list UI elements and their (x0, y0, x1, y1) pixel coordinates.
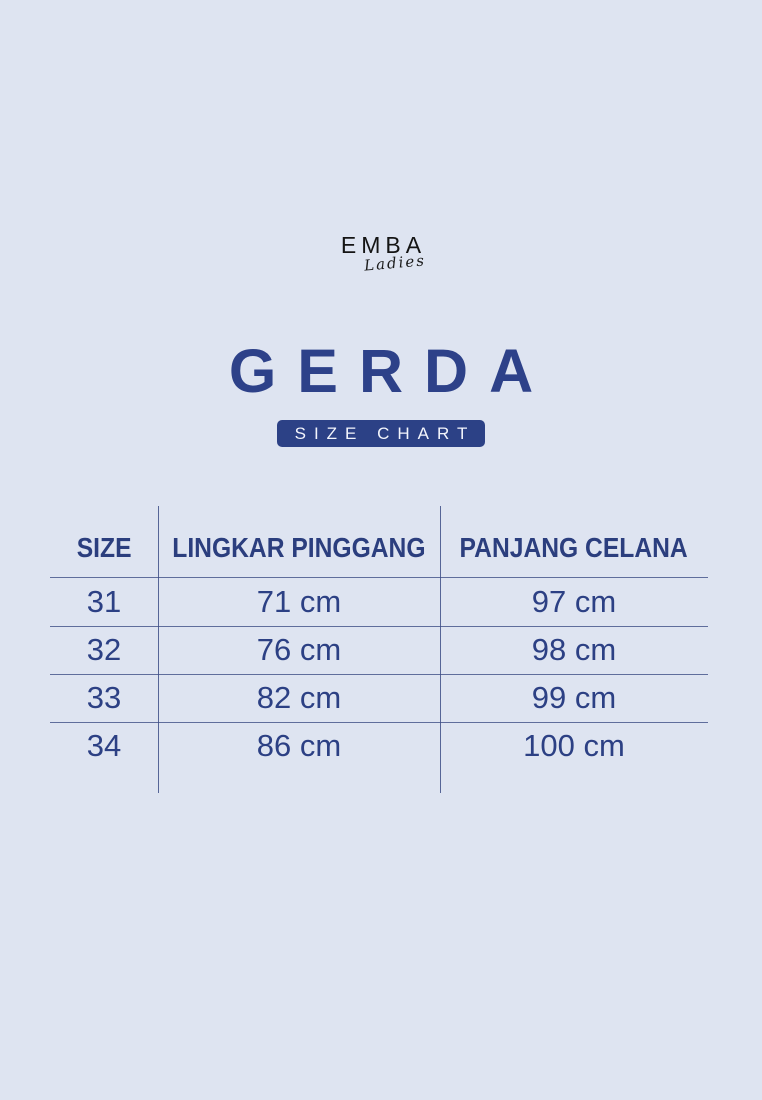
table-cell-waist-34: 86 cm (256, 728, 342, 763)
table-cell-length-31: 97 cm (531, 583, 617, 619)
table-cell-length-33: 99 cm (531, 680, 617, 715)
column-header-lingkar-pinggang-label: LINGKAR PINGGANG (172, 532, 426, 563)
table-cell-size-33: 33 (86, 680, 122, 715)
table-cell-size-32: 32 (86, 632, 122, 667)
table-cell-length-34: 100 cm (523, 728, 625, 763)
brand-name: EMBA (340, 232, 427, 258)
brand-logo (0, 232, 762, 275)
column-header-panjang-celana (440, 519, 708, 577)
table-cell-waist-32: 76 cm (256, 632, 342, 667)
table-cell-waist-33: 82 cm (256, 680, 342, 715)
column-header-size-label: SIZE (76, 532, 132, 563)
column-header-panjang-celana-label: PANJANG CELANA (459, 532, 689, 563)
column-header-size (50, 519, 158, 577)
size-chart-badge: SIZE CHART (277, 420, 486, 447)
column-header-lingkar-pinggang (158, 519, 440, 577)
table-cell-length-32: 98 cm (531, 632, 617, 667)
table-cell-size-31: 31 (86, 583, 122, 619)
brand-tagline-script: Ladies (363, 251, 427, 275)
size-chart-badge-wrap (0, 420, 762, 447)
size-chart-table (50, 503, 708, 793)
table-cell-waist-31: 71 cm (256, 583, 342, 619)
table-cell-size-34: 34 (86, 728, 122, 763)
product-title: GERDA (228, 337, 555, 405)
